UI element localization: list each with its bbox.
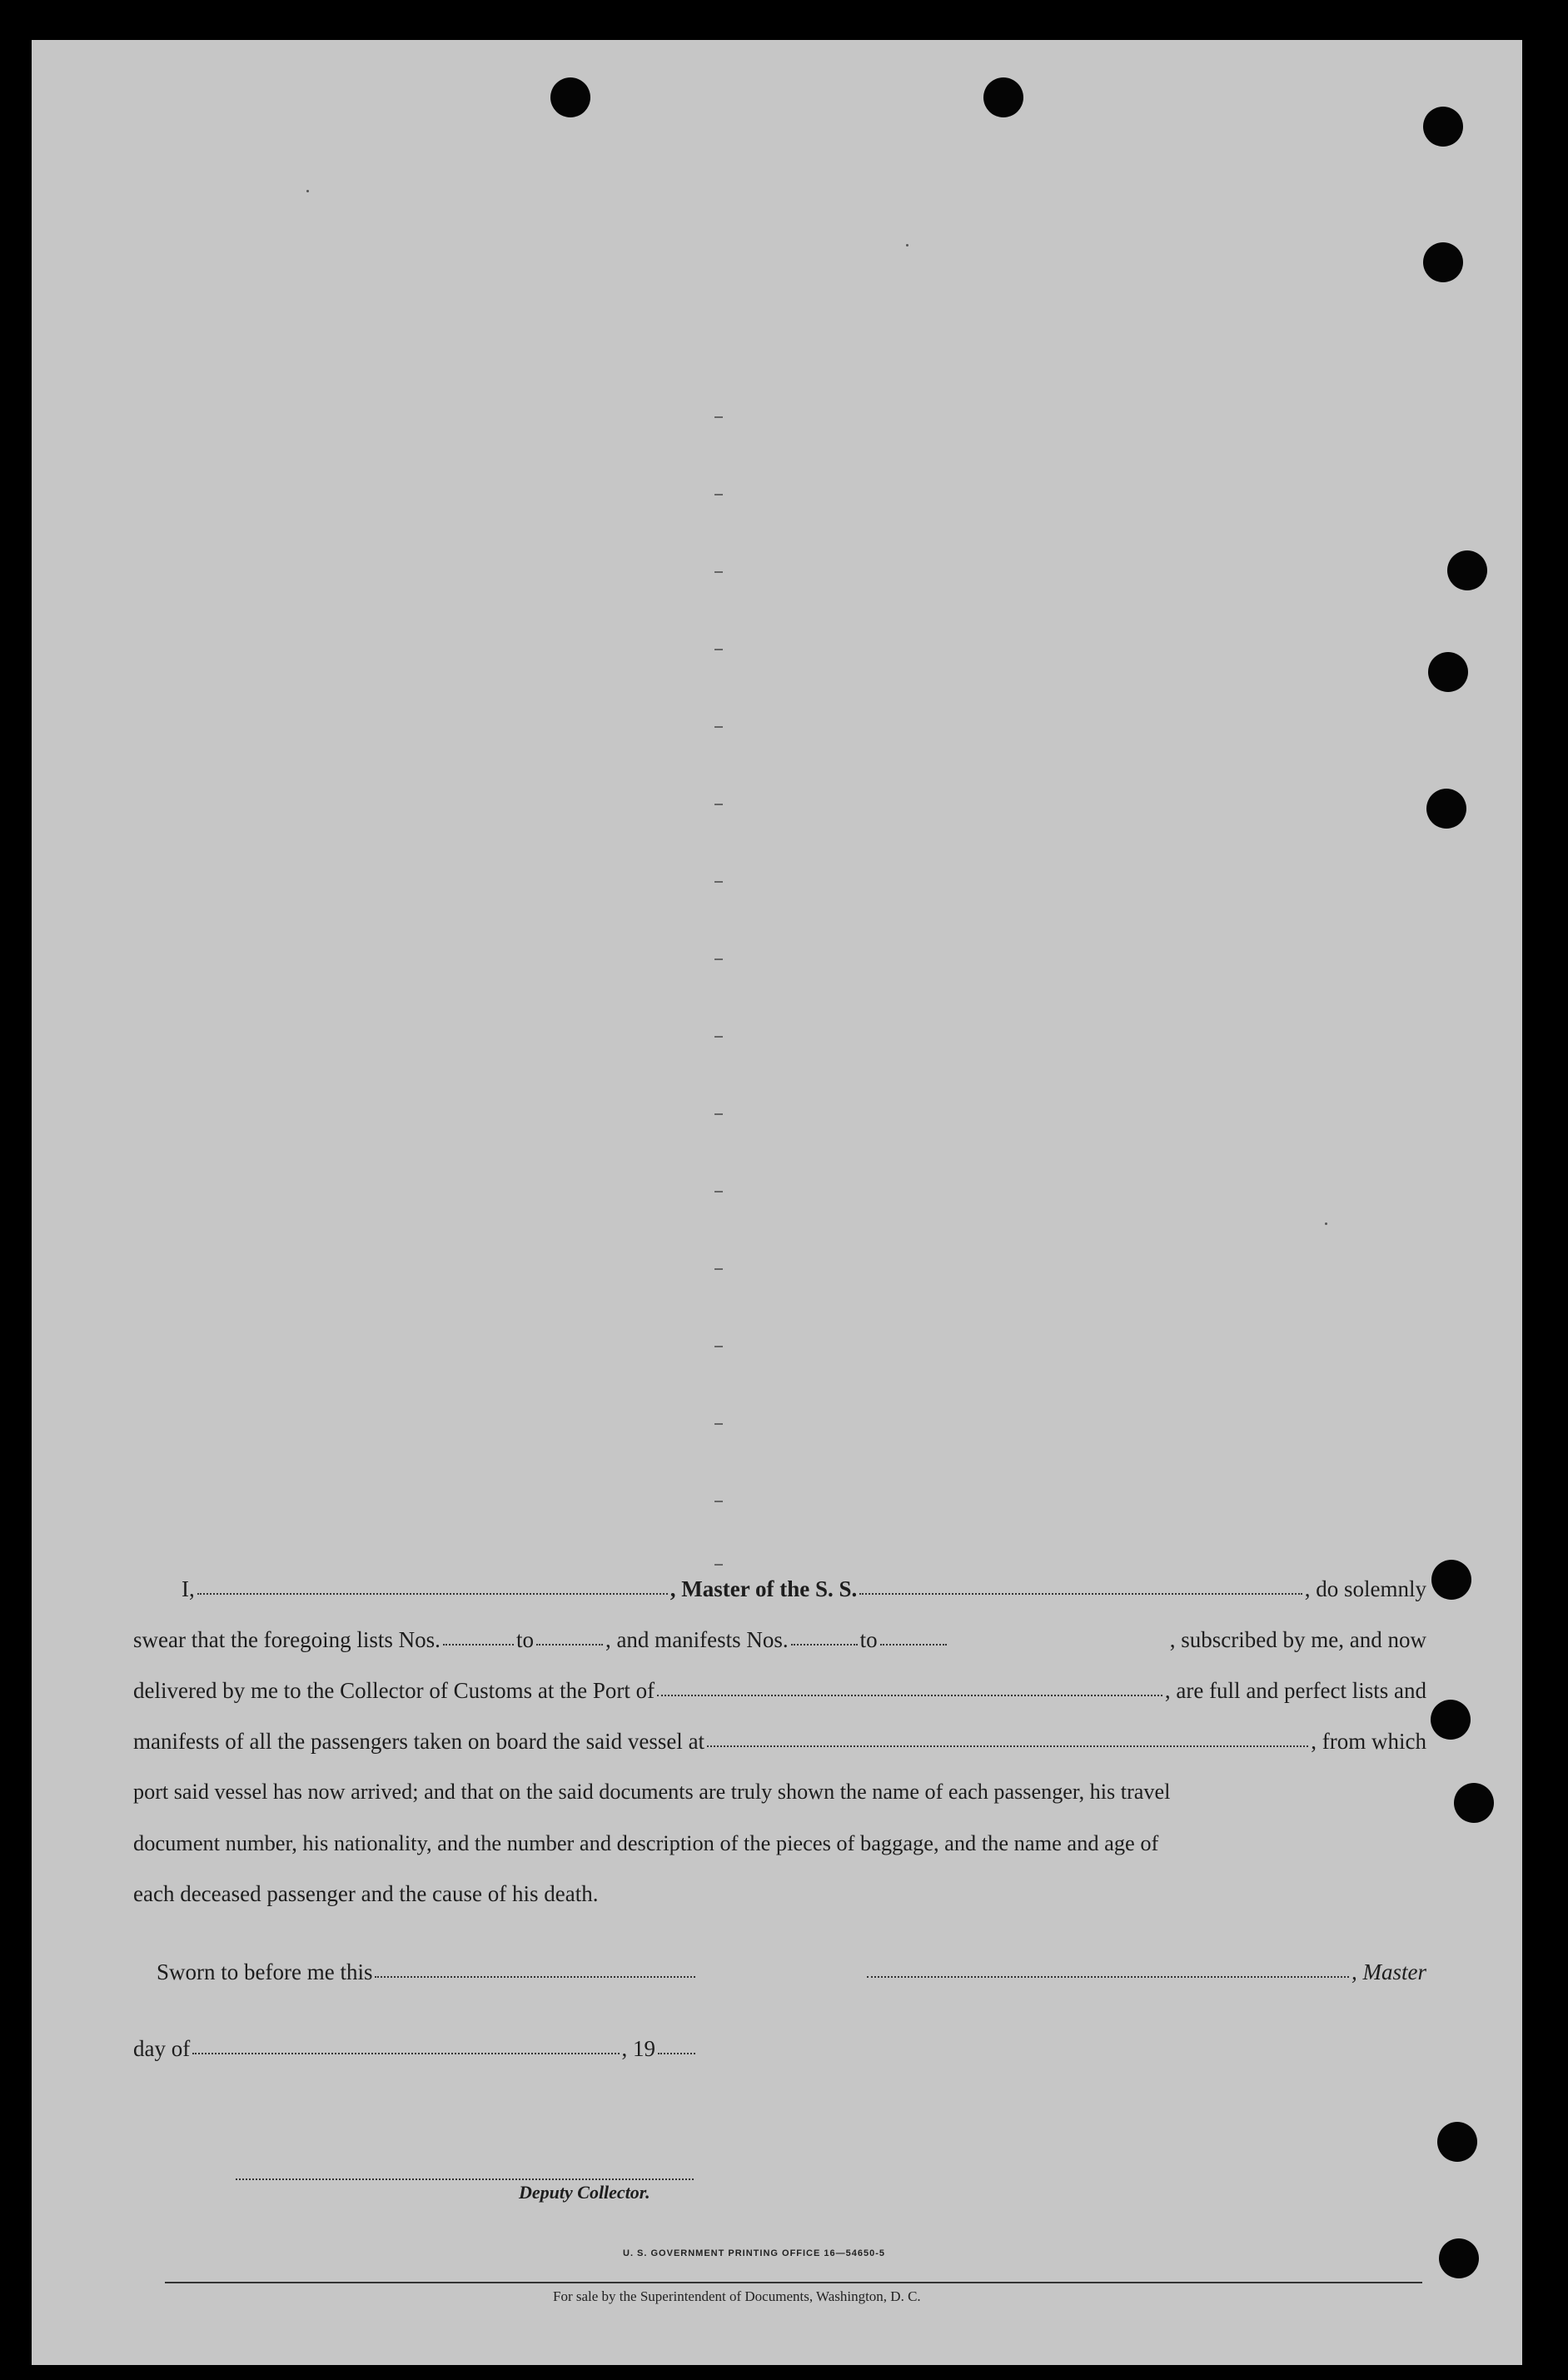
to-label: to (859, 1627, 878, 1652)
year-label: , 19 (621, 2036, 655, 2061)
oath-line-6 (133, 1830, 1426, 1864)
fold-mark (714, 1501, 723, 1502)
manifests-from-field[interactable] (791, 1643, 858, 1646)
punch-hole (1431, 1560, 1471, 1600)
fold-mark (714, 1036, 723, 1038)
lists-text: , are full and perfect lists and (1164, 1678, 1426, 1703)
fold-mark (714, 1268, 723, 1270)
manifests-label: , and manifests Nos. (605, 1627, 789, 1652)
port-field[interactable] (657, 1694, 1162, 1696)
oath-line-7 (133, 1881, 1426, 1914)
master-name-field[interactable] (197, 1592, 668, 1595)
oath-text: document number, his nationality, and the number and description of the pieces of baggage, and the name and age of (133, 1830, 1159, 1855)
speck (906, 244, 908, 246)
oath-text: each deceased passenger and the cause of his death. (133, 1881, 599, 1906)
speck (306, 190, 309, 192)
fold-mark (714, 1113, 723, 1115)
vessel-name-field[interactable] (859, 1592, 1302, 1595)
punch-hole (1447, 550, 1487, 590)
printer-imprint: U. S. GOVERNMENT PRINTING OFFICE 16—54650-5 (623, 2248, 886, 2258)
fold-mark (714, 416, 723, 418)
lists-from-field[interactable] (443, 1643, 514, 1646)
subscribed-text: , subscribed by me, and now (1169, 1627, 1426, 1652)
master-of-label: , Master of the S. S. (670, 1576, 858, 1601)
lists-to-field[interactable] (536, 1643, 603, 1646)
sworn-label: Sworn to before me this (157, 1959, 373, 1984)
punch-hole (1431, 1700, 1471, 1740)
punch-hole (1454, 1783, 1494, 1823)
port-label: delivered by me to the Collector of Customs at the Port of (133, 1678, 655, 1703)
punch-hole (1423, 107, 1463, 147)
oath-line-2 (133, 1627, 1426, 1661)
punch-hole (1428, 652, 1468, 692)
oath-line-4 (133, 1729, 1426, 1762)
fold-mark (714, 1191, 723, 1192)
oath-line-3 (133, 1678, 1426, 1711)
fold-mark (714, 804, 723, 805)
fold-mark (714, 1564, 723, 1566)
fold-mark (714, 881, 723, 883)
punch-hole (1423, 242, 1463, 282)
day-of-line (133, 2036, 698, 2069)
punch-hole (550, 77, 590, 117)
deputy-signature-field[interactable] (236, 2178, 694, 2180)
master-label: , Master (1351, 1959, 1426, 1984)
fold-mark (714, 1346, 723, 1347)
fold-mark (714, 494, 723, 495)
master-signature-line (864, 1959, 1426, 1993)
footer-rule (165, 2282, 1422, 2283)
punch-hole (983, 77, 1023, 117)
manifests-to-field[interactable] (880, 1643, 947, 1646)
sale-notice: For sale by the Superintendent of Documents, Washington, D. C. (553, 2288, 921, 2304)
deputy-collector-label: Deputy Collector. (519, 2182, 650, 2203)
form-sheet (32, 40, 1522, 2365)
oath-line-1 (182, 1576, 1426, 1610)
punch-hole (1439, 2238, 1479, 2278)
month-field[interactable] (192, 2052, 619, 2054)
sworn-date-field[interactable] (375, 1975, 695, 1978)
from-which-text: , from which (1311, 1729, 1426, 1754)
speck (1325, 1222, 1327, 1225)
vessel-at-label: manifests of all the passengers taken on board the said vessel at (133, 1729, 705, 1754)
punch-hole (1426, 789, 1466, 829)
fold-mark (714, 958, 723, 960)
fold-mark (714, 649, 723, 650)
fold-mark (714, 571, 723, 573)
fold-mark (714, 726, 723, 728)
oath-pronoun: I, (182, 1576, 195, 1601)
solemnly-text: , do solemnly (1304, 1576, 1426, 1601)
oath-text: port said vessel has now arrived; and that on the said documents are truly shown the name of each passenger, his travel (133, 1780, 1171, 1804)
punch-hole (1437, 2122, 1477, 2162)
to-label: to (515, 1627, 534, 1652)
day-of-label: day of (133, 2036, 191, 2061)
oath-line-5 (133, 1780, 1426, 1813)
master-signature-field[interactable] (867, 1975, 1349, 1978)
origin-port-field[interactable] (707, 1745, 1308, 1747)
fold-mark (714, 1423, 723, 1425)
lists-label: swear that the foregoing lists Nos. (133, 1627, 441, 1652)
year-field[interactable] (658, 2052, 695, 2054)
sworn-line (157, 1959, 698, 1993)
